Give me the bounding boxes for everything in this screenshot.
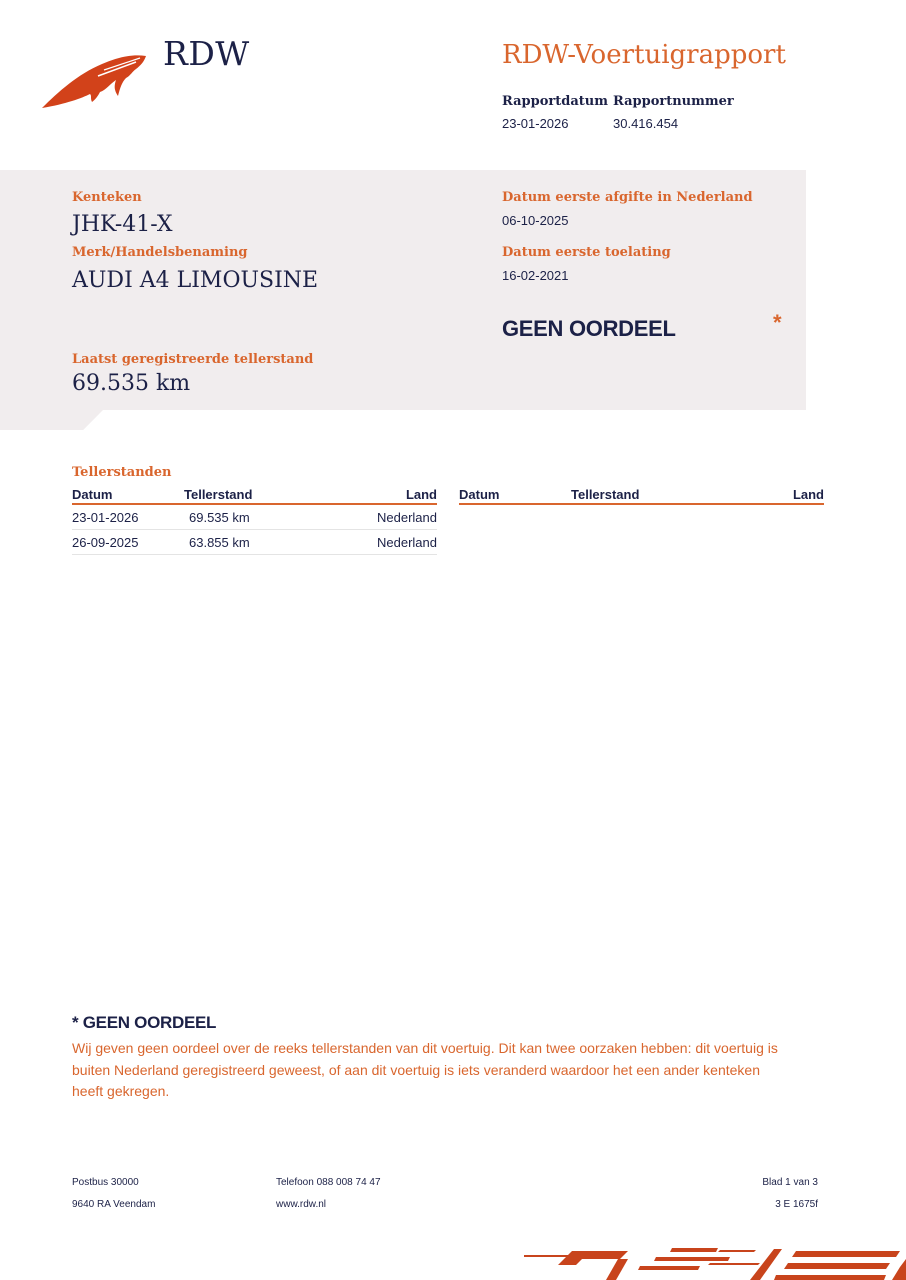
report-number-value: 30.416.454 xyxy=(613,116,679,131)
cell-land: Nederland xyxy=(377,535,437,550)
cell-land: Nederland xyxy=(377,510,437,525)
footnote-text: Wij geven geen oordeel over de reeks tellerstanden van dit voertuig. Dit kan twee oorzaken hebben: dit voertuig is buiten Nederland geregistreerd geweest, of aan dit voertuig is iets veranderd waardoor het een ander kenteken heeft gekregen. xyxy=(72,1040,778,1099)
merk-label: Merk/Handelsbenaming xyxy=(72,245,248,260)
verdict-footnote-marker: * xyxy=(773,310,782,335)
footer-website-link[interactable]: www.rdw.nl xyxy=(276,1199,327,1210)
table-header xyxy=(72,487,437,505)
merk-value: AUDI A4 LIMOUSINE xyxy=(72,268,319,293)
footer-document-code: 3 E 1675f xyxy=(775,1199,818,1210)
table-row xyxy=(72,505,437,530)
rdw-feather-logo-icon xyxy=(40,52,150,112)
tellerstand-value: 69.535 km xyxy=(72,371,191,396)
column-header-tellerstand: Tellerstand xyxy=(184,487,253,502)
footer-phone: Telefoon 088 008 74 47 xyxy=(276,1177,381,1188)
cell-datum: 26-09-2025 xyxy=(72,535,139,550)
footer-address-line2: 9640 RA Veendam xyxy=(72,1199,156,1210)
footer-address-line1: Postbus 30000 xyxy=(72,1177,139,1188)
toelating-value: 16-02-2021 xyxy=(502,268,569,283)
column-header-datum: Datum xyxy=(459,487,500,502)
tellerstanden-title: Tellerstanden xyxy=(72,465,172,480)
toelating-label: Datum eerste toelating xyxy=(502,245,671,260)
report-number-label: Rapportnummer xyxy=(613,94,734,109)
table-row xyxy=(72,530,437,555)
report-date-value: 23-01-2026 xyxy=(502,116,569,131)
tellerstand-label: Laatst geregistreerde tellerstand xyxy=(72,352,314,367)
logo-text: RDW xyxy=(163,34,250,73)
table-header xyxy=(459,487,824,505)
tellerstanden-table-right xyxy=(459,487,824,505)
cell-tellerstand: 69.535 km xyxy=(189,510,250,525)
column-header-tellerstand: Tellerstand xyxy=(571,487,640,502)
column-header-datum: Datum xyxy=(72,487,113,502)
column-header-land: Land xyxy=(405,487,437,502)
report-date-label: Rapportdatum xyxy=(502,94,608,109)
kenteken-value: JHK-41-X xyxy=(72,212,173,237)
decorative-stripes-icon xyxy=(520,1245,906,1280)
panel-tail-decoration xyxy=(0,409,104,430)
cell-datum: 23-01-2026 xyxy=(72,510,139,525)
report-title: RDW-Voertuigrapport xyxy=(502,40,786,70)
footer-page-number: Blad 1 van 3 xyxy=(762,1177,818,1188)
cell-tellerstand: 63.855 km xyxy=(189,535,250,550)
afgifte-value: 06-10-2025 xyxy=(502,213,569,228)
footnote-title: * GEEN OORDEEL xyxy=(72,1013,217,1032)
verdict-status: GEEN OORDEEL xyxy=(502,316,676,341)
tellerstanden-table-left xyxy=(72,487,437,555)
column-header-land: Land xyxy=(792,487,824,502)
kenteken-label: Kenteken xyxy=(72,190,142,205)
afgifte-label: Datum eerste afgifte in Nederland xyxy=(502,190,753,205)
